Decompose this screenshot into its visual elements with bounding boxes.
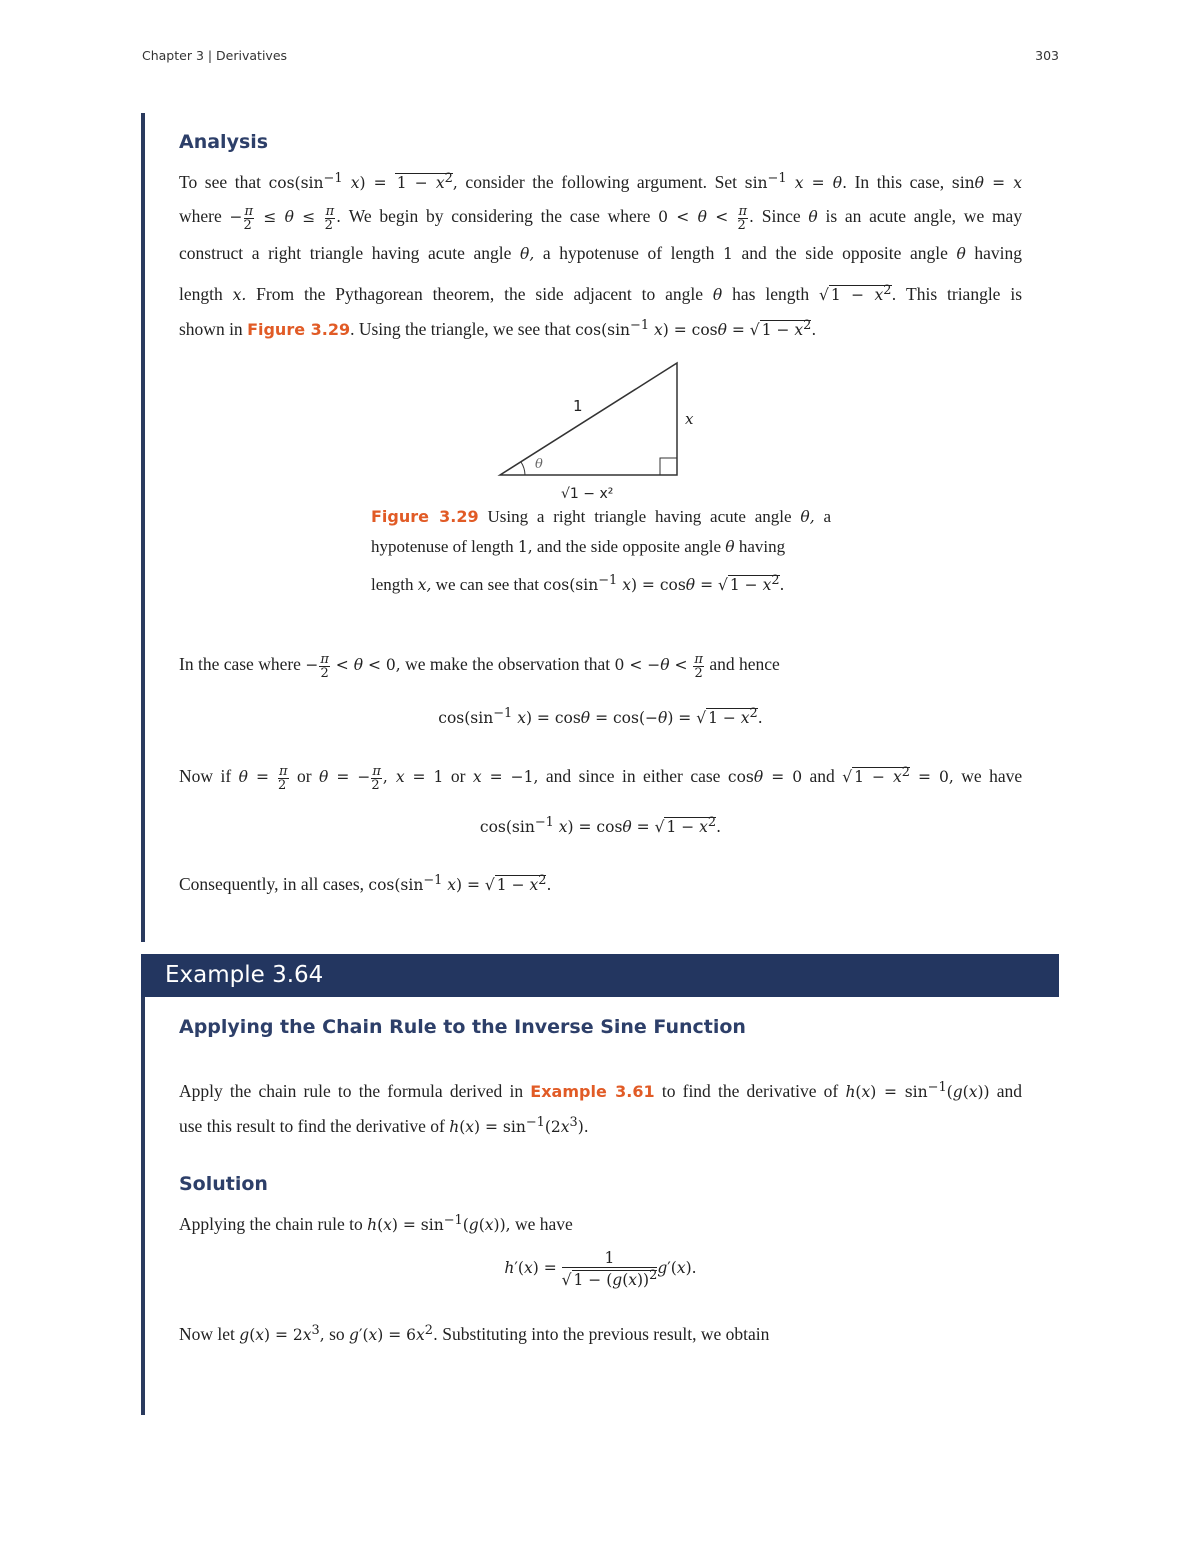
analysis-line-1: To see that $\cos(\sin^{-1}$ $x) = 1 - x^2$, consider the following argument. Set $\sin^{-1} x = \theta$. In this case, sinθ = x [179,171,1023,193]
example-title: Applying the Chain Rule to the Inverse Sine Function [179,1016,746,1038]
example-line-1: Apply the chain rule to the formula derived in Example 3.61 to find the derivative of $h(x) = \sin^{-1}(g(x))$ and [179,1080,1023,1102]
analysis-line-5: shown in Figure 3.29. Using the triangle, we see that $\cos(\sin^{-1}$ x) = cosθ = √ $1 - x^2$. [179,318,817,340]
right-triangle-figure [495,355,735,505]
analysis-line-4: length x. From the Pythagorean theorem, the side adjacent to angle θ has length √ $1 - x^2$. This triangle is [179,283,1022,305]
analysis-line-3: construct a right triangle having acute angle θ, a hypotenuse of length 1 and the side opposite angle θ having [179,243,1023,263]
right-angle-marker [660,458,677,475]
angle-label: θ [535,457,543,472]
triangle-shape [500,363,677,475]
chapter-header: Chapter 3 | Derivatives [142,48,288,63]
conclusion-line: Consequently, in all cases, $\cos(\sin^{-1}$ x) = √ $1 - x^2$. [179,873,552,895]
analysis-heading: Analysis [179,131,269,153]
case-endpoints-line: Now if θ = $\frac{\pi}{2}$ or θ = − $\frac{\pi}{2}$ , x = 1 or x = −1, and since in either case cosθ = 0 and √ $1 - x^2 = 0$, we have [179,763,1023,793]
example-sidebar-bar [141,997,145,1415]
page-number: 303 [1035,48,1059,63]
example-line-2: use this result to find the derivative of $h(x) = \sin^{-1}(2x^3)$. [179,1115,589,1137]
hypotenuse-label: 1 [573,397,583,415]
equation-even-cos: $\cos(\sin^{-1}$ x) = cosθ = cos(−θ) = √ $1 - x^2$. [438,706,763,728]
figure-3-29-link[interactable]: Figure 3.29 [247,320,351,340]
figure-caption: Figure 3.29 Using a right triangle having acute angle θ, a hypotenuse of length 1, and the side opposite angle θ having length x, we can see that $\cos(\sin^{-1}$ x) = cosθ = √ $1 - x^2$. [371,507,832,595]
angle-arc [521,462,525,475]
solution-line-1: Applying the chain rule to $h(x) = \sin^{-1}(g(x))$, we have [179,1213,573,1235]
example-banner: Example 3.64 [141,954,1059,997]
figure-caption-label: Figure 3.29 [371,507,479,526]
equation-chain-rule: h′(x) = $\frac{1}{√ 1 - (g(x))^2}$ g′(x). [504,1249,697,1290]
solution-line-2: Now let $g(x) = 2x^3$, so $g'(x) = 6x^2$. Substituting into the previous result, we obtain [179,1323,770,1345]
case-negative-line: In the case where − $\frac{\pi}{2}$ < θ < 0, we make the observation that 0 < −θ < $\frac{\pi}{2}$ and hence [179,651,780,681]
opposite-label: x [685,410,694,428]
analysis-line-2: where − $\frac{\pi}{2}$ ≤ θ ≤ $\frac{\pi}{2}$ . We begin by considering the case where 0 < θ < $\frac{\pi}{2}$ . Since θ is an acute angle, we may [179,203,1023,233]
analysis-sidebar-bar [141,113,145,942]
solution-heading: Solution [179,1173,268,1195]
equation-endpoints: $\cos(\sin^{-1}$ x) = cosθ = √ $1 - x^2$. [479,815,722,837]
adjacent-label: √1 − x² [561,486,614,502]
example-3-61-link[interactable]: Example 3.61 [530,1082,655,1102]
